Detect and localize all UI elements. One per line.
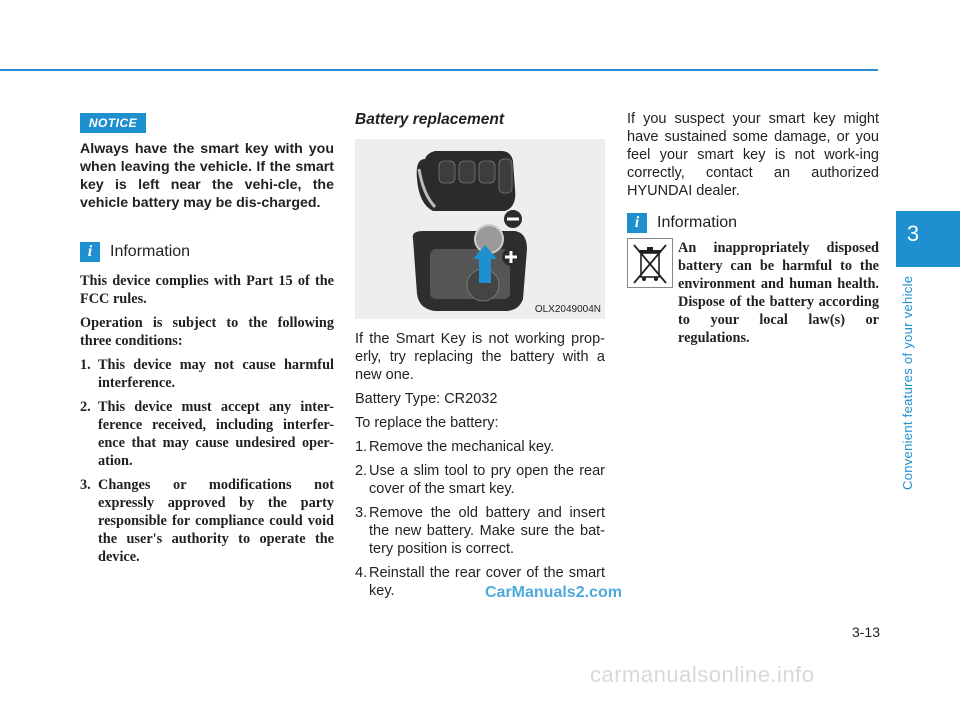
smart-key-illustration — [355, 139, 605, 319]
battery-type: Battery Type: CR2032 — [355, 391, 498, 407]
fcc-conditions — [80, 356, 334, 566]
damage-text: If you suspect your smart key might have sustained some damage, or you feel your smart key is not work-ing correctly, contact an authorized HYUNDAI dealer. — [627, 111, 879, 199]
battery-compartment — [413, 225, 527, 311]
disposal-text: An inappropriately disposed battery can be harmful to the environment and human health. Dispose of the battery according to your local law(s) or regulations. — [678, 240, 879, 346]
fcc-text — [80, 272, 334, 572]
battery-steps — [355, 438, 605, 600]
battery-intro: To replace the battery: — [355, 415, 499, 431]
battery-text — [355, 330, 605, 606]
smart-key-figure — [355, 139, 605, 319]
chapter-side-title — [900, 275, 924, 720]
info-icon: i — [80, 242, 100, 262]
fcc-paragraph-2: Operation is subject to the following three conditions: — [80, 315, 334, 349]
list-item: 3. Changes or modifications not expressly approved by the party responsible for compliance could void the user's authority to operate the device. — [80, 477, 334, 565]
disposal-symbol — [627, 238, 673, 288]
notice-badge: NOTICE — [80, 113, 146, 133]
info-label: Information — [657, 214, 738, 231]
smart-key-icon — [417, 151, 516, 211]
list-item: 3. Remove the old battery and insert the new battery. Make sure the bat-tery position is correct. — [355, 505, 605, 557]
crossed-bin-icon — [628, 239, 672, 287]
info-block-2 — [627, 212, 879, 234]
info-header — [80, 241, 334, 263]
watermark: CarManuals2.com — [485, 584, 622, 601]
list-item: 2. This device must accept any inter-ference received, including interfer-ence that may cause undesired oper-ation. — [80, 399, 334, 469]
notice-text: Always have the smart key with you when leaving the vehicle. If the smart key is left near the vehi-cle, the vehicle battery may be dis-charged. — [80, 141, 334, 211]
chapter-title: Convenient features of your vehicle — [900, 275, 915, 490]
figure-code: OLX2049004N — [534, 304, 601, 315]
header-rule — [0, 69, 878, 71]
info-label: Information — [110, 243, 191, 260]
section-title: Battery replacement — [355, 111, 505, 128]
battery-paragraph: If the Smart Key is not working prop-erly, try replacing the battery with a new one. — [355, 331, 605, 383]
plus-icon — [502, 248, 520, 266]
chapter-tab — [896, 211, 960, 267]
chapter-number: 3 — [906, 221, 920, 246]
fcc-paragraph-1: This device complies with Part 15 of the FCC rules. — [80, 273, 334, 307]
info-icon: i — [627, 213, 647, 233]
footer-watermark: carmanualsonline.info — [590, 662, 815, 687]
list-item: 2. Use a slim tool to pry open the rear cover of the smart key. — [355, 463, 605, 497]
info-block-1 — [80, 241, 334, 263]
list-item: 4. Reinstall the rear cover of the smart key. — [355, 565, 605, 599]
minus-icon — [504, 210, 522, 228]
list-item: 1. Remove the mechanical key. — [355, 439, 555, 455]
list-item: 1. This device may not cause harmful interference. — [80, 357, 334, 391]
info-header — [627, 212, 879, 234]
page-number: 3-13 — [851, 624, 880, 640]
